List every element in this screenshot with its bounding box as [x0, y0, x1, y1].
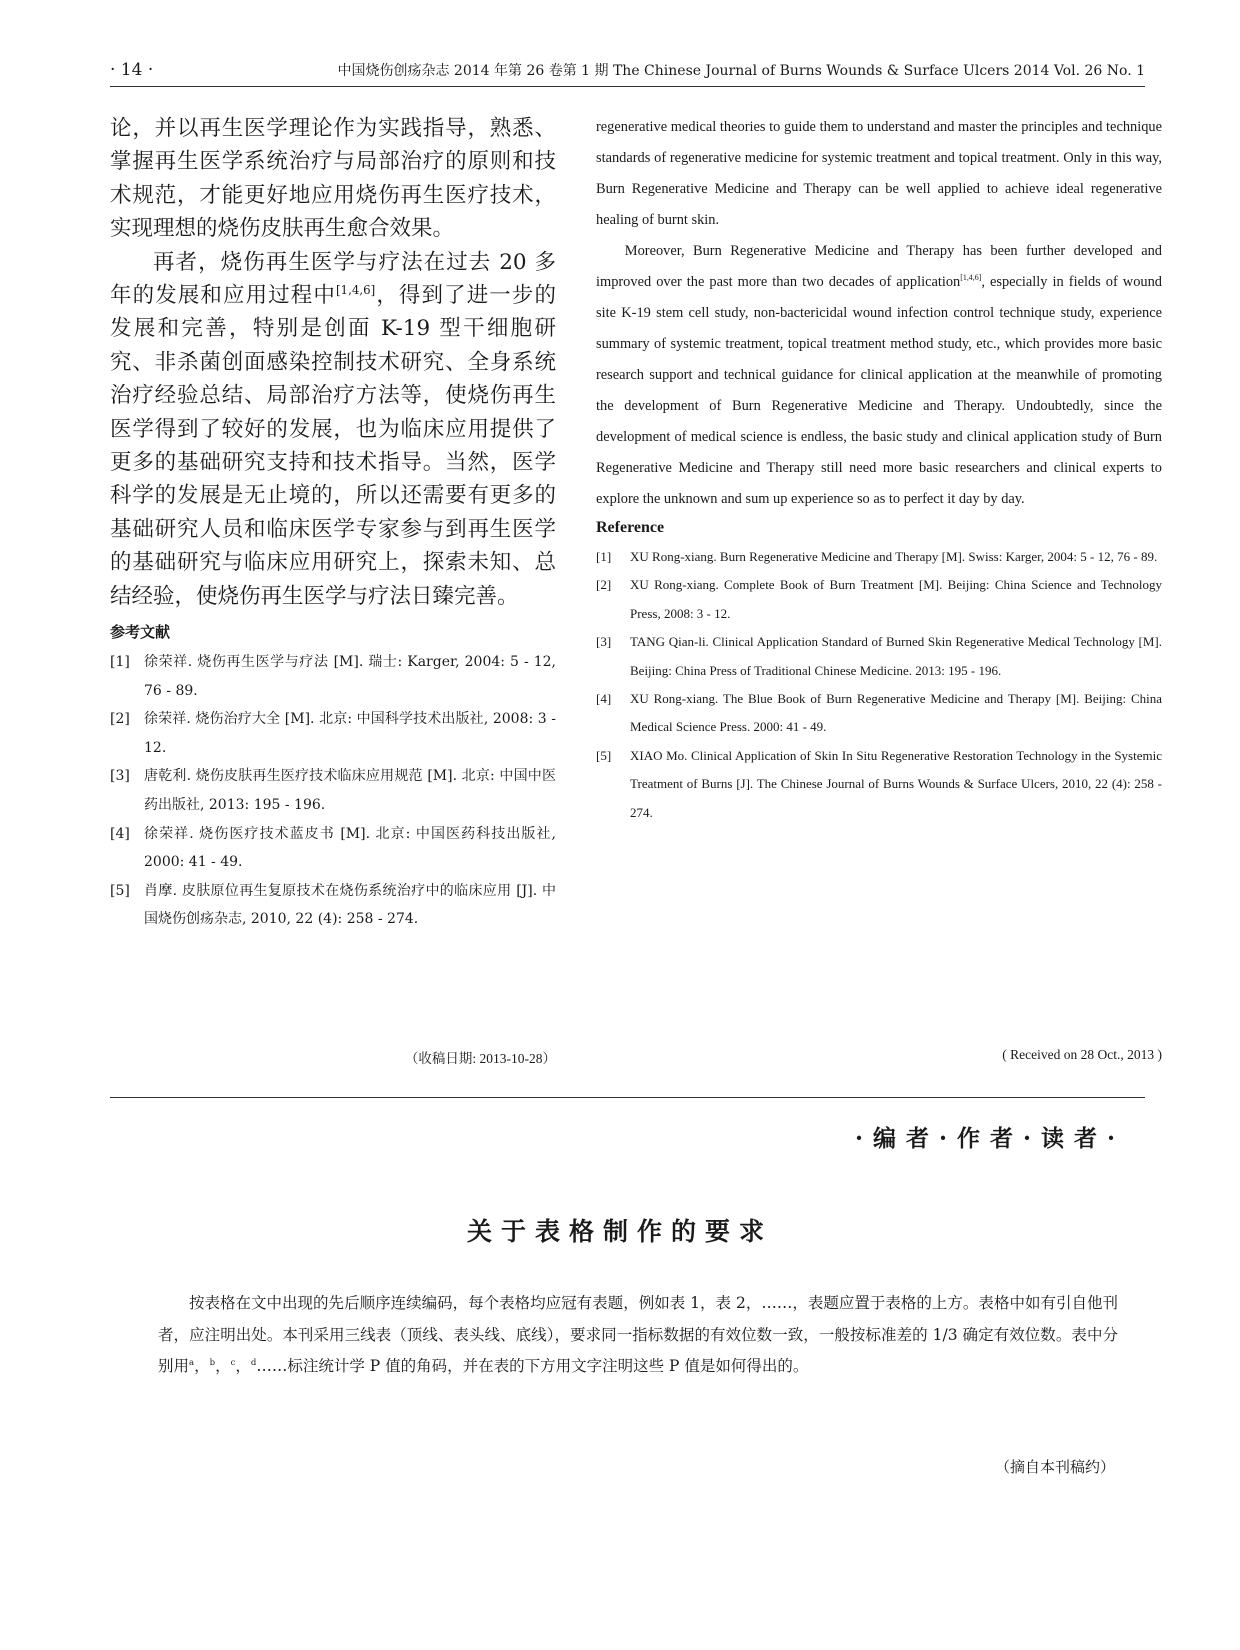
- superscript-d: d: [250, 1357, 257, 1368]
- en-reference-item: [596, 543, 1162, 571]
- cn-reference-item: [110, 877, 556, 934]
- reference-text: XU Rong-xiang. Burn Regenerative Medicine and Therapy [M]. Swiss: Karger, 2004: 5 - 12, 76 - 89.: [630, 549, 1158, 564]
- en-citation: [1,4,6]: [960, 273, 982, 283]
- section-separator: [110, 1097, 1145, 1098]
- en-paragraph-2-text-a: Moreover, Burn Regenerative Medicine and Therapy has been further developed and improved over the past more than two decades of application: [596, 243, 1162, 290]
- reference-number: [5]: [596, 747, 612, 763]
- reference-number: [1]: [596, 549, 612, 564]
- reference-number: [3]: [596, 634, 612, 650]
- notice-body-text-a: 按表格在文中出现的先后顺序连续编码，每个表格均应冠有表题，例如表 1，表 2，……，表题应置于表格的上方。表格中如有引自他刊者，应注明出处。本刊采用三线表（顶线、表头线、底线），要求同一指标数据的有效位数一致，一般按标准差的 1/3 确定有效位数。表中分别用: [158, 1294, 1118, 1375]
- en-paragraph-2-text-b: , especially in fields of wound site K-19 stem cell study, non-bactericidal wound infection control technique study, experience summary of systemic treatment, topical treatment method study, etc., which provides more basic research support and technical guidance for clinical application at the meanwhile of promoting the development of Burn Regenerative Medicine and Therapy. Undoubtedly, since the development of medical science is endless, the basic study and clinical application study of Burn Regenerative Medicine and Therapy still need more basic researchers and clinical experts to explore the unknown and sum up experience so as to perfect it day by day.: [596, 274, 1162, 507]
- running-header: [110, 60, 1145, 80]
- superscript-c: c: [230, 1357, 236, 1368]
- separator: ，: [194, 1357, 210, 1375]
- notice-body: [158, 1288, 1118, 1383]
- reference-number: [1]: [110, 654, 130, 671]
- reference-text: XU Rong-xiang. Complete Book of Burn Treatment [M]. Beijing: China Science and Technology Press, 2008: 3 - 12.: [630, 577, 1162, 621]
- en-reference-item: [596, 628, 1162, 685]
- reference-number: [4]: [110, 825, 130, 842]
- notice-body-text-b: ……标注统计学 P 值的角码，并在表的下方用文字注明这些 P 值是如何得出的。: [256, 1357, 809, 1375]
- en-reference-item: [596, 742, 1162, 827]
- cn-paragraph-2-text-a: 再者，烧伤再生医学与疗法在过去 20 多年的发展和应用过程中: [110, 249, 556, 309]
- cn-received-date: （收稿日期: 2013-10-28）: [404, 1051, 556, 1066]
- reference-number: [2]: [596, 577, 612, 593]
- separator: ，: [235, 1357, 251, 1375]
- cn-reference-list: [110, 648, 556, 934]
- reference-number: [5]: [110, 882, 130, 899]
- reference-number: [2]: [110, 711, 130, 728]
- en-reference-item: [596, 571, 1162, 628]
- reference-text: XIAO Mo. Clinical Application of Skin In Situ Regenerative Restoration Technology in the Systemic Treatment of Burns [J]. The Chinese Journal of Burns Wounds & Surface Ulcers, 2010, 22 (4): 258 - 274.: [630, 747, 1162, 820]
- header-rule: [110, 86, 1145, 87]
- en-paragraph-2: [596, 236, 1162, 515]
- cn-reference-item: [110, 820, 556, 877]
- reference-text: 徐荣祥. 烧伤治疗大全 [M]. 北京: 中国科学技术出版社, 2008: 3 - 12.: [144, 711, 556, 756]
- notice-source: （摘自本刊稿约）: [994, 1458, 1115, 1476]
- page-number: · 14 ·: [110, 60, 154, 80]
- cn-references-heading: 参考文献: [110, 623, 171, 642]
- cn-citation: [1,4,6]: [335, 282, 376, 297]
- left-column: [110, 112, 556, 934]
- superscript-a: a: [189, 1357, 195, 1368]
- cn-paragraph-2-text-b: ，得到了进一步的发展和完善，特别是创面 K-19 型干细胞研究、非杀菌创面感染控制技术研究、全身系统治疗经验总结、局部治疗方法等，使烧伤再生医学得到了较好的发展，也为临床应用提供了更多的基础研究支持和技术指导。当然，医学科学的发展是无止境的，所以还需要有更多的基础研究人员和临床医学专家参与到再生医学的基础研究与临床应用研究上，探索未知、总结经验，使烧伤再生医学与疗法日臻完善。: [110, 283, 556, 609]
- cn-reference-item: [110, 648, 556, 705]
- section-tag: ·编者·作者·读者·: [854, 1125, 1125, 1152]
- reference-text: 徐荣祥. 烧伤医疗技术蓝皮书 [M]. 北京: 中国医药科技出版社, 2000: 41 - 49.: [144, 825, 556, 871]
- notice-title: 关于表格制作的要求: [466, 1217, 773, 1246]
- cn-paragraph-1: 论，并以再生医学理论作为实践指导，熟悉、掌握再生医学系统治疗与局部治疗的原则和技术规范，才能更好地应用烧伤再生医疗技术，实现理想的烧伤皮肤再生愈合效果。: [110, 116, 556, 242]
- reference-number: [3]: [110, 768, 130, 785]
- reference-text: 唐乾利. 烧伤皮肤再生医疗技术临床应用规范 [M]. 北京: 中国中医药出版社, 2013: 195 - 196.: [144, 768, 556, 814]
- reference-text: 徐荣祥. 烧伤再生医学与疗法 [M]. 瑞士: Karger, 2004: 5 - 12, 76 - 89.: [144, 654, 556, 699]
- en-references-heading: Reference: [596, 519, 665, 536]
- reference-text: TANG Qian-li. Clinical Application Standard of Burned Skin Regenerative Medical Technology [M]. Beijing: China Press of Traditional Chinese Medicine. 2013: 195 - 196.: [630, 634, 1162, 678]
- cn-paragraph-2: [110, 246, 556, 613]
- reference-text: 肖摩. 皮肤原位再生复原技术在烧伤系统治疗中的临床应用 [J]. 中国烧伤创疡杂志, 2010, 22 (4): 258 - 274.: [144, 882, 556, 928]
- superscript-b: b: [209, 1357, 216, 1368]
- cn-reference-item: [110, 705, 556, 762]
- journal-title: 中国烧伤创疡杂志 2014 年第 26 卷第 1 期 The Chinese Journal of Burns Wounds & Surface Ulcers 2014 Vol. 26 No. 1: [337, 63, 1145, 79]
- en-received-date: ( Received on 28 Oct., 2013 ): [1002, 1047, 1162, 1062]
- reference-text: XU Rong-xiang. The Blue Book of Burn Regenerative Medicine and Therapy [M]. Beijing: China Medical Science Press. 2000: 41 - 49.: [630, 691, 1162, 735]
- en-reference-list: [596, 543, 1162, 827]
- separator: ，: [215, 1357, 231, 1375]
- en-paragraph-1: regenerative medical theories to guide them to understand and master the principles and technique standards of regenerative medicine for systemic treatment and topical treatment. Only in this way, Burn Regenerative Medicine and Therapy can be well applied to achieve ideal regenerative healing of burnt skin.: [596, 119, 1162, 228]
- right-column: [596, 112, 1162, 827]
- en-reference-item: [596, 685, 1162, 742]
- cn-reference-item: [110, 762, 556, 819]
- reference-number: [4]: [596, 691, 612, 707]
